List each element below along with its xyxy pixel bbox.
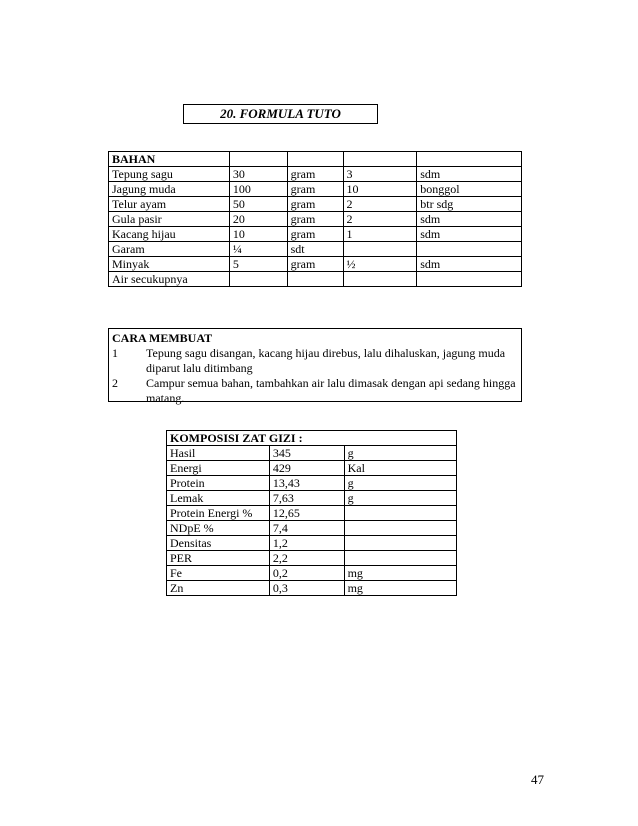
table-row: [109, 242, 522, 257]
table-cell: ¼: [229, 242, 287, 257]
table-row: [109, 272, 522, 287]
table-cell: 0,3: [269, 581, 344, 596]
table-cell: 345: [269, 446, 344, 461]
table-cell: bonggol: [417, 182, 522, 197]
table-cell: Lemak: [167, 491, 270, 506]
table-cell: sdm: [417, 227, 522, 242]
table-row: [167, 476, 457, 491]
table-cell: 3: [343, 167, 417, 182]
instruction-step: [112, 346, 518, 376]
instructions-header: CARA MEMBUAT: [112, 331, 213, 345]
table-cell: Zn: [167, 581, 270, 596]
table-cell: mg: [344, 581, 456, 596]
table-cell: sdm: [417, 167, 522, 182]
table-cell: Telur ayam: [109, 197, 230, 212]
table-cell: PER: [167, 551, 270, 566]
table-cell: [344, 506, 456, 521]
table-cell: 429: [269, 461, 344, 476]
instruction-step: [112, 376, 518, 406]
table-row: [109, 167, 522, 182]
ingredients-table: [108, 151, 522, 287]
table-cell: [344, 551, 456, 566]
table-cell: 50: [229, 197, 287, 212]
table-cell: 20: [229, 212, 287, 227]
table-row: [167, 491, 457, 506]
table-cell: [343, 242, 417, 257]
table-cell: [287, 272, 343, 287]
table-cell: g: [344, 491, 456, 506]
table-cell: gram: [287, 182, 343, 197]
table-row: [167, 551, 457, 566]
nutrition-table: [166, 430, 457, 596]
table-cell: btr sdg: [417, 197, 522, 212]
table-cell: Energi: [167, 461, 270, 476]
table-cell: Protein: [167, 476, 270, 491]
table-cell: [344, 521, 456, 536]
table-cell: gram: [287, 257, 343, 272]
table-cell: [417, 272, 522, 287]
table-cell: 2: [343, 197, 417, 212]
table-row: [109, 227, 522, 242]
table-cell: 1,2: [269, 536, 344, 551]
table-cell: gram: [287, 197, 343, 212]
table-cell: Densitas: [167, 536, 270, 551]
step-text: Campur semua bahan, tambahkan air lalu dimasak dengan api sedang hingga matang.: [146, 376, 516, 405]
step-number: 1: [112, 346, 118, 360]
table-cell: Garam: [109, 242, 230, 257]
ingredients-header-row: [109, 152, 522, 167]
table-cell: g: [344, 476, 456, 491]
table-cell: sdm: [417, 212, 522, 227]
table-cell: Kacang hijau: [109, 227, 230, 242]
nutrition-header-row: [167, 431, 457, 446]
step-text: Tepung sagu disangan, kacang hijau direbus, lalu dihaluskan, jagung muda diparut lalu ditimbang: [146, 346, 506, 375]
table-row: [109, 197, 522, 212]
table-cell: Gula pasir: [109, 212, 230, 227]
table-row: [167, 581, 457, 596]
table-cell: mg: [344, 566, 456, 581]
table-cell: Air secukupnya: [109, 272, 230, 287]
table-row: [167, 506, 457, 521]
table-cell: 30: [229, 167, 287, 182]
table-cell: gram: [287, 227, 343, 242]
table-cell: 100: [229, 182, 287, 197]
table-cell: 2: [343, 212, 417, 227]
table-cell: Minyak: [109, 257, 230, 272]
table-cell: gram: [287, 167, 343, 182]
table-cell: sdt: [287, 242, 343, 257]
table-cell: Jagung muda: [109, 182, 230, 197]
table-cell: 0,2: [269, 566, 344, 581]
table-row: [167, 461, 457, 476]
table-row: [167, 521, 457, 536]
table-row: [167, 536, 457, 551]
table-cell: 13,43: [269, 476, 344, 491]
table-cell: 7,63: [269, 491, 344, 506]
table-cell: [344, 536, 456, 551]
table-cell: ½: [343, 257, 417, 272]
table-cell: 10: [229, 227, 287, 242]
table-cell: [229, 272, 287, 287]
table-cell: Hasil: [167, 446, 270, 461]
table-cell: 7,4: [269, 521, 344, 536]
table-cell: 2,2: [269, 551, 344, 566]
recipe-title: 20. FORMULA TUTO: [183, 104, 378, 124]
table-row: [109, 212, 522, 227]
table-cell: 12,65: [269, 506, 344, 521]
table-cell: g: [344, 446, 456, 461]
table-cell: Fe: [167, 566, 270, 581]
instructions-box: [108, 328, 522, 405]
table-row: [167, 566, 457, 581]
nutrition-header: KOMPOSISI ZAT GIZI :: [167, 431, 457, 446]
table-cell: [417, 242, 522, 257]
page-number: 47: [531, 772, 544, 787]
table-cell: Kal: [344, 461, 456, 476]
table-cell: NDpE %: [167, 521, 270, 536]
table-cell: 5: [229, 257, 287, 272]
table-cell: [343, 272, 417, 287]
table-cell: 10: [343, 182, 417, 197]
ingredients-header: BAHAN: [109, 152, 230, 167]
table-row: [167, 446, 457, 461]
table-cell: Protein Energi %: [167, 506, 270, 521]
table-cell: Tepung sagu: [109, 167, 230, 182]
table-cell: sdm: [417, 257, 522, 272]
table-row: [109, 257, 522, 272]
table-row: [109, 182, 522, 197]
step-number: 2: [112, 376, 118, 390]
table-cell: gram: [287, 212, 343, 227]
table-cell: 1: [343, 227, 417, 242]
